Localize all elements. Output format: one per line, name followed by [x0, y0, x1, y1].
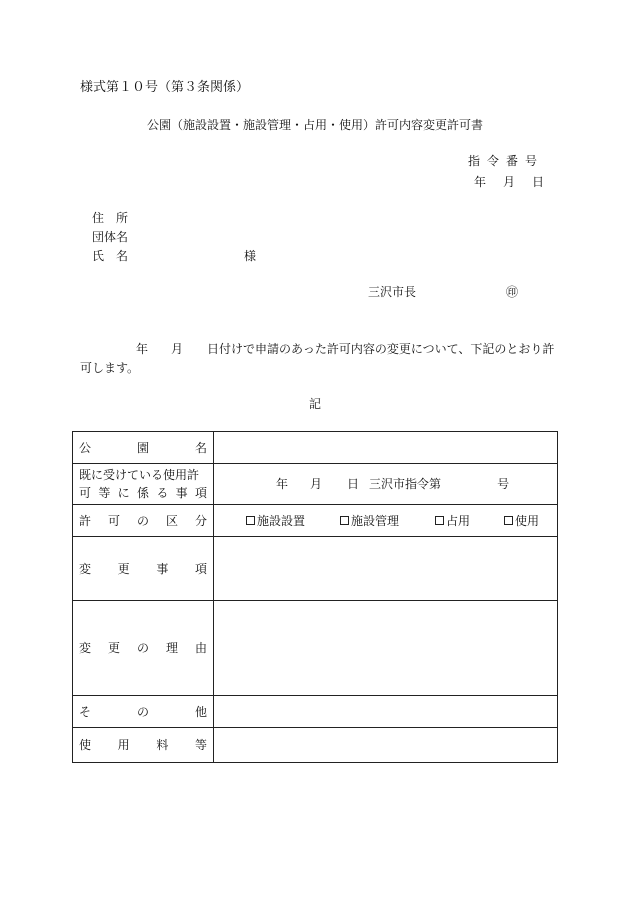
- prev-permit-field[interactable]: [214, 464, 558, 505]
- honorific: 様: [244, 249, 257, 263]
- prev-month: 月: [310, 477, 323, 491]
- fee-field[interactable]: [214, 728, 558, 763]
- form-number: 様式第１０号（第３条関係）: [80, 80, 250, 95]
- change-reason-label: 変 更 の 理 由: [73, 601, 214, 696]
- category-option-1[interactable]: [246, 515, 305, 527]
- fee-label: 使 用 料 等: [73, 728, 214, 763]
- park-name-char-1: 公: [79, 440, 92, 455]
- category-field: [214, 505, 558, 537]
- other-label: そ の 他: [73, 696, 214, 728]
- table-row-park-name: [73, 432, 558, 464]
- prev-day: 日: [347, 477, 360, 491]
- permit-table: [72, 431, 558, 763]
- park-name-field[interactable]: [214, 432, 558, 464]
- category-option-3[interactable]: [435, 515, 470, 527]
- other-field[interactable]: [214, 696, 558, 728]
- park-name-char-3: 名: [194, 440, 207, 455]
- park-name-char-2: 園: [136, 440, 149, 455]
- checkbox-icon[interactable]: [340, 516, 349, 525]
- designation-number-label: 指令番号: [467, 154, 544, 168]
- prev-city-order: 三沢市指令第: [369, 477, 442, 491]
- label-bindings: [0, 0, 1, 1]
- issuer-mayor: 三沢市長: [368, 285, 417, 299]
- category-option-2[interactable]: [340, 515, 399, 527]
- prev-year: 年: [276, 477, 289, 491]
- organization-label: 団体名: [92, 230, 129, 244]
- table-row-change-reason: [73, 601, 558, 696]
- prev-permit-content: [214, 478, 557, 490]
- issue-date-year: 年: [473, 175, 486, 189]
- checkbox-icon[interactable]: [504, 516, 513, 525]
- document-title: 公園（施設設置・施設管理・占用・使用）許可内容変更許可書: [146, 118, 483, 132]
- prev-number: 号: [497, 477, 510, 491]
- seal-mark: ㊞: [506, 285, 519, 299]
- category-label: 許 可 の 区 分: [73, 505, 214, 537]
- table-row-category: [73, 505, 558, 537]
- category-option-4-label: 使用: [515, 513, 540, 528]
- category-options: [214, 515, 557, 527]
- issue-date-month: 月: [502, 175, 515, 189]
- change-items-field[interactable]: [214, 537, 558, 601]
- category-option-3-label: 占用: [446, 513, 471, 528]
- park-name-label-bound: [0, 0, 1, 1]
- category-option-1-label: 施設設置: [257, 513, 306, 528]
- body-line-2: 可します。: [80, 361, 140, 375]
- prev-permit-label-2: 可 等 に 係 る 事 項: [79, 486, 207, 500]
- category-option-4[interactable]: [504, 515, 539, 527]
- park-name-label: [73, 432, 214, 464]
- body-line-1: [80, 342, 555, 356]
- change-items-label: 変 更 事 項: [73, 537, 214, 601]
- issue-date: [474, 176, 544, 188]
- body-month: 月: [171, 342, 184, 356]
- category-option-2-label: 施設管理: [351, 513, 400, 528]
- address-label: 住 所: [92, 211, 129, 225]
- table-row-change-items: [73, 537, 558, 601]
- prev-permit-label-1: 既に受けている使用許: [79, 468, 200, 482]
- checkbox-icon[interactable]: [246, 516, 255, 525]
- prev-permit-label: [73, 464, 214, 505]
- park-name-label-text: [79, 442, 207, 454]
- body-text: 日付けで申請のあった許可内容の変更について、下記のとおり許: [207, 342, 555, 356]
- table-row-fee: [73, 728, 558, 763]
- change-reason-field[interactable]: [214, 601, 558, 696]
- ki-heading: 記: [308, 397, 321, 411]
- checkbox-icon[interactable]: [435, 516, 444, 525]
- issue-date-day: 日: [531, 175, 544, 189]
- table-row-prev-permit: [73, 464, 558, 505]
- name-label: 氏 名: [92, 249, 129, 263]
- body-year: 年: [136, 342, 149, 356]
- table-row-other: [73, 696, 558, 728]
